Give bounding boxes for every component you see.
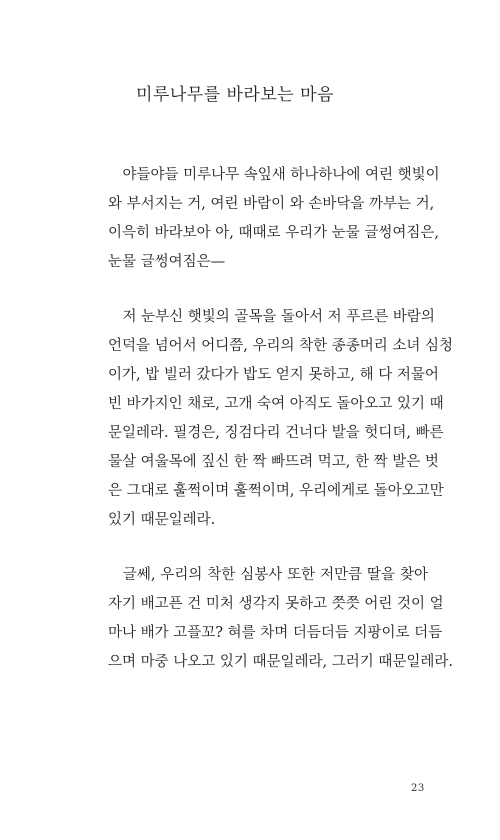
- text-line: 자기 배고픈 건 미처 생각지 못하고 쯧쯧 어린 것이 얼: [108, 596, 444, 612]
- text-line: 있기 때문일레라.: [108, 512, 216, 528]
- paragraph-1: [108, 161, 440, 277]
- paragraph-2: [108, 303, 454, 535]
- text-line: 눈물 글썽여짐은—: [108, 254, 226, 270]
- text-line: 야들야들 미루나무 속잎새 하나하나에 여린 햇빛이: [108, 167, 440, 183]
- text-line: 이윽히 바라보아 아, 때때로 우리가 눈물 글썽여짐은,: [108, 225, 440, 241]
- poem-title: 미루나무를 바라보는 마음: [136, 85, 334, 105]
- text-line: 언덕을 넘어서 어디쯤, 우리의 착한 종종머리 소녀 심청: [108, 338, 454, 354]
- text-line: 으며 마중 나오고 있기 때문일레라, 그러기 때문일레라.: [108, 654, 454, 670]
- text-line: 물살 여울목에 짚신 한 짝 빠뜨려 먹고, 한 짝 발은 벗: [108, 454, 439, 470]
- text-line: 마나 배가 고플꼬? 혀를 차며 더듬더듬 지팡이로 더듬: [108, 625, 443, 641]
- text-line: 빈 바가지인 채로, 고개 숙여 아직도 돌아오고 있기 때: [108, 396, 444, 412]
- text-line: 와 부서지는 거, 여린 바람이 와 손바닥을 까부는 거,: [108, 196, 435, 212]
- text-line: 은 그대로 훌쩍이며 훌쩍이며, 우리에게로 돌아오고만: [108, 483, 444, 499]
- paragraph-3: [108, 561, 454, 677]
- text-line: 저 눈부신 햇빛의 골목을 돌아서 저 푸르른 바람의: [108, 309, 435, 325]
- text-line: 문일레라. 필경은, 징검다리 건너다 발을 헛디뎌, 빠른: [108, 425, 444, 441]
- text-line: 글쎄, 우리의 착한 심봉사 또한 저만큼 딸을 찾아: [108, 567, 428, 583]
- text-line: 이가, 밥 빌러 갔다가 밥도 얻지 못하고, 해 다 저물어: [108, 367, 439, 383]
- page-number: 23: [411, 783, 425, 794]
